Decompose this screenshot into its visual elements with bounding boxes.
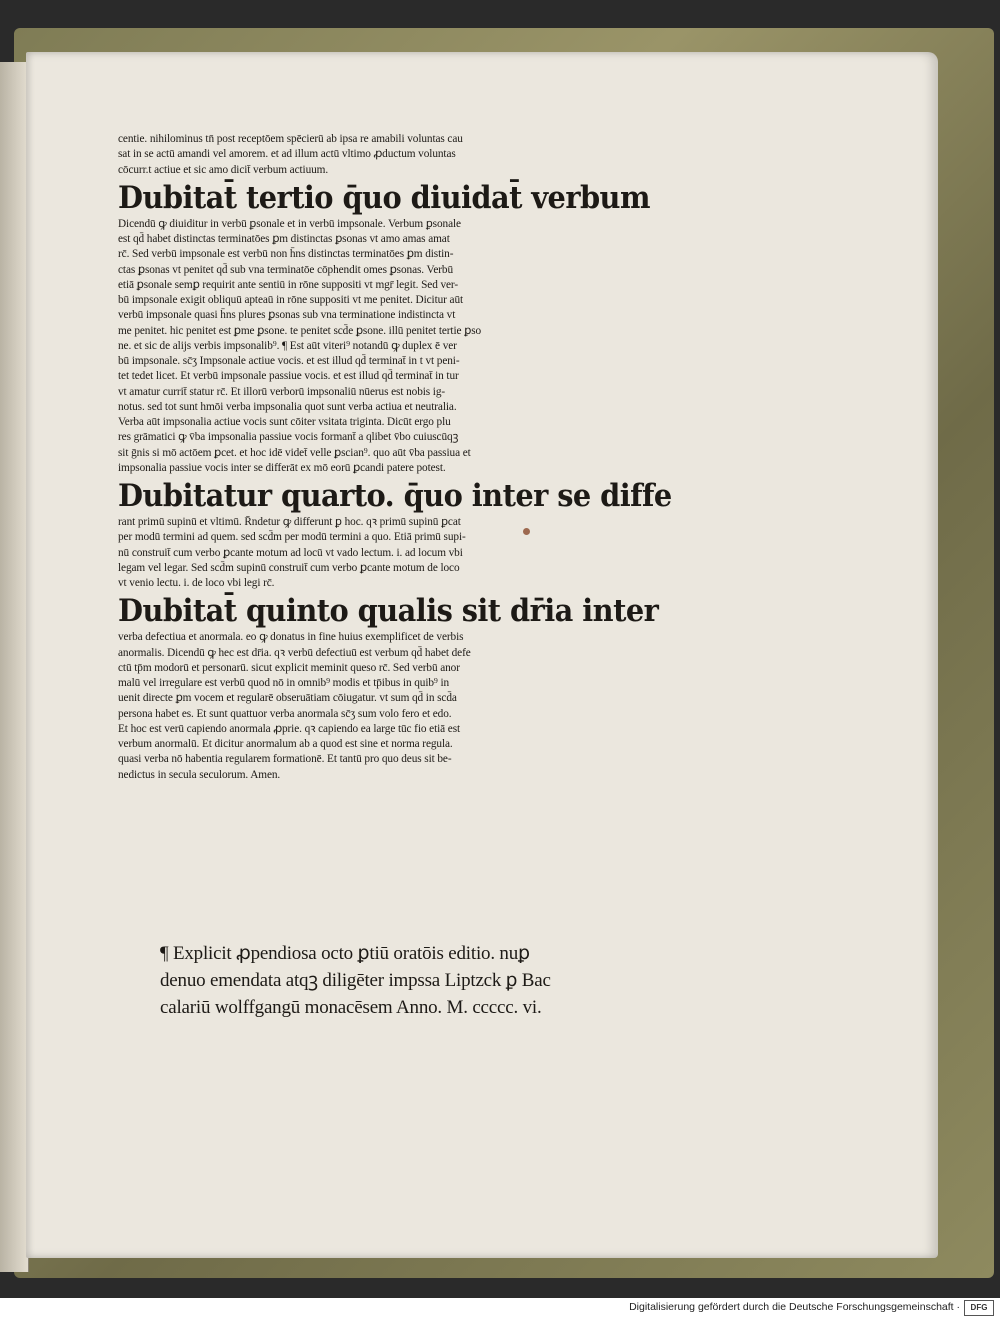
paragraph-2 <box>118 217 728 476</box>
text-line: vt venio lectu. i. de loco vbi legi rc̄. <box>118 577 275 589</box>
text-line: sit ḡnis si mō actōem ꝑcet. et hoc idē videt̄ velle ꝑscian⁹. quo aūt v̄ba passiua et <box>118 446 471 459</box>
text-line: ctas ꝑsonas vt penitet qd̄ sub vna terminatōe cōphendit omes ꝑsonas. Verbū <box>118 263 454 276</box>
text-line: etiā ꝑsonale semꝑ requirit ante sentiū in rōne suppositi vt mgr̄ legit. Sed ver- <box>118 278 459 291</box>
text-line: quasi verba nō habentia regularem formationē. Et tantū pro quo deus sit be- <box>118 753 452 766</box>
dfg-logo: DFG <box>964 1300 994 1316</box>
text-line: est qd̄ habet distinctas terminatōes ꝑm distinctas ꝑsonas vt amo amas amat <box>118 233 450 245</box>
text-line: sat in se actū amandi vel amorem. et ad illum actū vltimo ꝓductum voluntas <box>118 148 456 161</box>
text-line: malū vel irregulare est verbū quod nō in omnib⁹ modis et tp̄ibus in quib⁹ in <box>118 677 450 689</box>
paragraph-4 <box>118 630 728 783</box>
text-line: ne. et sic de alijs verbis impsonalib⁹. ¶ Est aūt viteri⁹ notandū ꝙ duplex ē ver <box>118 339 457 352</box>
text-line: notus. sed tot sunt hmōi verba impsonalia quot sunt verba actiua et neutralia. <box>118 400 457 413</box>
text-line: rc̄. Sed verbū impsonale est verbū non h̄ns distinctas terminatōes ꝑm distin- <box>118 248 454 261</box>
text-line: per modū termini ad quem. sed scd̄m per modū termini a quo. Etiā primū supi- <box>118 531 466 544</box>
heading-dubitatur-tertio: Dubitat̄ tertio q̄uo diuidat̄ verbum <box>118 179 650 216</box>
text-line: vt amatur currit̄ statur rc̄. Et illorū verborū impsonaliū nūerus est nobis ig- <box>118 385 446 398</box>
heading-dubitatur-quarto: Dubitatur quarto. q̄uo inter se diffe <box>118 478 672 514</box>
text-line: Et hoc est verū capiendo anormala ꝓprie. qꝛ capiendo ea large tūc fio etiā est <box>118 722 461 735</box>
text-line: bū impsonale. sc̄ʒ Impsonale actiue vocis. et est illud qd̄ terminat̄ in t vt peni- <box>118 355 460 367</box>
colophon-line: ¶ Explicit ꝓpendiosa octo ꝑtiū oratōis editio. nuꝑ <box>160 943 530 964</box>
text-line: verbū impsonale quasi h̄ns plures ꝑsonas sub vna terminatione indistincta vt <box>118 309 456 322</box>
text-line: impsonalia passiue vocis inter se differāt ex mō eorū ꝑcandi patere potest. <box>118 461 446 474</box>
text-line: Verba aūt impsonalia actiue vocis sunt cōiter vsitata triginta. Dicūt ergo plu <box>118 416 451 428</box>
paragraph-1 <box>118 132 728 178</box>
text-line: rant primū supinū et vltimū. R̄ndetur ꝙ differunt ꝑ hoc. qꝛ primū supinū ꝑcat <box>118 516 461 528</box>
text-line: Dicendū ꝙ diuiditur in verbū ꝑsonale et in verbū impsonale. Verbum ꝑsonale <box>118 217 461 230</box>
text-line: ctū tp̄m modorū et personarū. sicut explicit meminit queso rc̄. Sed verbū anor <box>118 661 460 674</box>
text-line: cōcurr.t actiue et sic amo dicit̄ verbum actiuum. <box>118 163 329 176</box>
funding-credit: Digitalisierung gefördert durch die Deutsche Forschungsgemeinschaft · <box>629 1301 960 1313</box>
colophon-line: denuo emendata atqꝫ diligēter impssa Liptzck ꝑ Bac <box>160 970 551 991</box>
text-line: nū construit̄ cum verbo ꝑcante motum ad locū vt vado lectum. i. ad locum vbi <box>118 546 463 559</box>
text-line: res grāmatici ꝙ v̄ba impsonalia passiue vocis formant̄ a qlibet v̄bo cuiuscūqꝫ <box>118 431 459 444</box>
colophon <box>160 940 740 1021</box>
paragraph-3 <box>118 515 728 591</box>
text-line: persona habet es. Et sunt quattuor verba anormala sc̄ʒ sum volo fero et edo. <box>118 707 452 720</box>
text-line: verba defectiua et anormala. eo ꝙ donatus in fine huius exemplificet de verbis <box>118 631 464 644</box>
text-line: bū impsonale exigit obliquū apteaū in rōne suppositi vt me penitet. Dicitur aūt <box>118 294 464 306</box>
text-line: me penitet. hic penitet est ꝑme ꝑsone. te penitet scd̄e ꝑsone. illū penitet tertie ꝑso <box>118 324 482 337</box>
text-line: verbum anormalū. Et dicitur anormalum ab a quod est sine et norma regula. <box>118 738 453 750</box>
main-text-block <box>118 132 728 783</box>
text-line: tet tedet licet. Et verbū impsonale passiue vocis. et est illud qd̄ terminat̄ in tur <box>118 370 459 383</box>
text-line: anormalis. Dicendū ꝙ hec est dr̄ia. qꝛ verbū defectiuū est verbum qd̄ habet defe <box>118 646 471 659</box>
text-line: nedictus in secula seculorum. Amen. <box>118 768 281 781</box>
book-page <box>26 52 938 1258</box>
ink-stain <box>523 528 530 535</box>
text-line: legam vel legar. Sed scd̄m supinū construit̄ cum verbo ꝑcante motum de loco <box>118 561 460 574</box>
heading-dubitatur-quinto: Dubitat̄ quinto qualis sit dr̄ia inter <box>118 593 659 630</box>
footer-bar <box>0 1298 1000 1317</box>
text-line: uenit directe ꝑm vocem et regularē obseruātiam cōiugatur. vt sum qd̄ in scd̄a <box>118 692 457 705</box>
facing-page-edge <box>0 62 29 1272</box>
colophon-line: calariū wolffgangū monacēsem Anno. M. ccccc. vi. <box>160 997 542 1018</box>
text-line: centie. nihilominus tn̄ post receptōem spēcierū ab ipsa re amabili voluntas cau <box>118 133 463 145</box>
